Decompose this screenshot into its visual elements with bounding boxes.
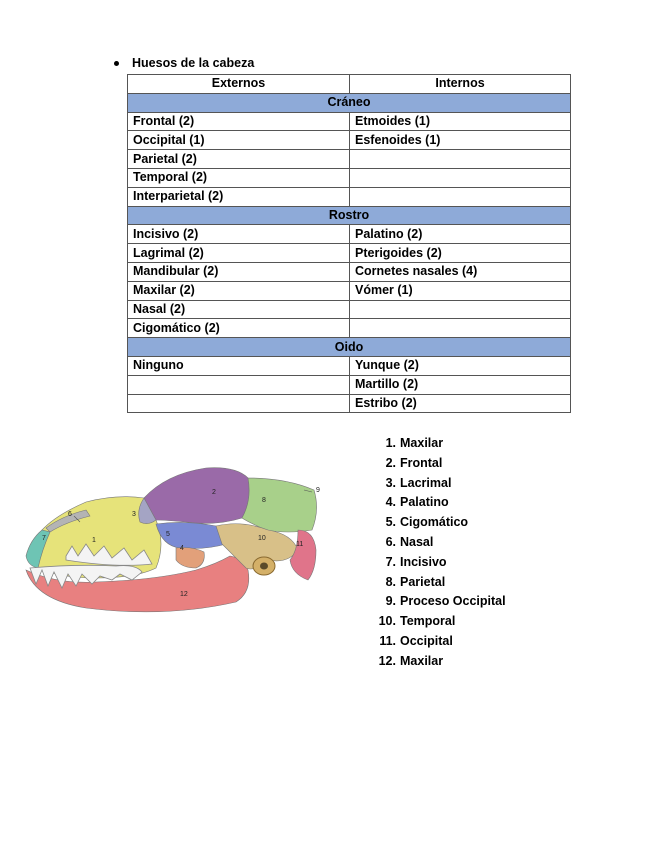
cell-interno: Etmoides (1)	[350, 112, 571, 131]
legend-label: Occipital	[400, 633, 453, 648]
table-row	[128, 244, 571, 263]
table-row	[128, 187, 571, 206]
legend-item	[374, 513, 506, 533]
cell-interno: Vómer (1)	[350, 281, 571, 300]
cell-externo: Parietal (2)	[128, 150, 350, 169]
skull-label-10: 10	[258, 535, 266, 542]
cell-externo: Interparietal (2)	[128, 187, 350, 206]
cell-externo: Cigomático (2)	[128, 319, 350, 338]
header-internos: Internos	[350, 75, 571, 94]
legend-label: Frontal	[400, 455, 443, 470]
cell-interno	[350, 168, 571, 187]
cell-interno: Martillo (2)	[350, 375, 571, 394]
skull-label-11: 11	[296, 541, 304, 548]
table-row	[128, 262, 571, 281]
legend-number: 5.	[385, 515, 396, 530]
frontal-shape	[144, 468, 249, 524]
legend-item	[374, 434, 506, 454]
legend-label: Nasal	[400, 534, 434, 549]
legend-label: Palatino	[400, 495, 449, 510]
legend-label: Parietal	[400, 574, 446, 589]
occipital-shape	[290, 530, 316, 580]
table-row	[128, 356, 571, 375]
cell-externo: Mandibular (2)	[128, 262, 350, 281]
table-row	[128, 150, 571, 169]
legend-label: Cigomático	[400, 515, 469, 530]
legend-item	[374, 474, 506, 494]
table-header-row	[128, 75, 571, 94]
legend-label: Incisivo	[400, 554, 447, 569]
cell-externo: Ninguno	[128, 356, 350, 375]
legend-number: 1.	[385, 436, 396, 450]
cell-interno: Palatino (2)	[350, 225, 571, 244]
cell-externo: Nasal (2)	[128, 300, 350, 319]
skull-label-2: 2	[212, 489, 216, 496]
legend-label: Maxilar	[400, 436, 444, 450]
table-row	[128, 131, 571, 150]
skull-diagram	[16, 460, 336, 620]
cell-externo: Lagrimal (2)	[128, 244, 350, 263]
table-row	[128, 300, 571, 319]
cell-interno	[350, 150, 571, 169]
legend-item	[374, 533, 506, 553]
skull-label-9: 9	[316, 487, 320, 494]
section-title: Rostro	[128, 206, 571, 225]
cell-interno: Estribo (2)	[350, 394, 571, 413]
cell-interno: Cornetes nasales (4)	[350, 262, 571, 281]
section-row	[128, 93, 571, 112]
skull-label-3: 3	[132, 511, 136, 518]
cell-externo: Maxilar (2)	[128, 281, 350, 300]
table-row	[128, 394, 571, 413]
legend-item	[374, 612, 506, 632]
table-row	[128, 112, 571, 131]
legend-number: 4.	[385, 495, 396, 510]
skull-label-5: 5	[166, 531, 170, 538]
cell-interno	[350, 319, 571, 338]
ear-canal-shape	[260, 563, 268, 570]
legend-item	[374, 454, 506, 474]
legend-number: 10.	[378, 614, 396, 629]
legend-label: Maxilar	[400, 653, 444, 668]
legend-item	[374, 592, 506, 612]
legend-item	[374, 632, 506, 652]
legend-number: 11.	[379, 633, 396, 648]
legend-number: 2.	[385, 455, 396, 470]
cell-interno	[350, 300, 571, 319]
cell-externo: Incisivo (2)	[128, 225, 350, 244]
legend-number: 8.	[385, 574, 396, 589]
section-row	[128, 338, 571, 357]
table-row	[128, 375, 571, 394]
legend-label: Temporal	[400, 614, 456, 629]
cell-externo	[128, 394, 350, 413]
legend-number: 12.	[378, 653, 396, 668]
skull-label-4: 4	[180, 545, 184, 552]
legend-number: 9.	[385, 594, 396, 609]
legend-number: 7.	[385, 554, 396, 569]
parietal-shape	[242, 478, 317, 532]
table-body	[128, 93, 571, 413]
legend-number: 3.	[385, 475, 396, 490]
bones-table	[127, 74, 571, 413]
legend-label: Proceso Occipital	[400, 594, 506, 609]
table-row	[128, 319, 571, 338]
header-externos: Externos	[128, 75, 350, 94]
table-row	[128, 225, 571, 244]
cell-externo	[128, 375, 350, 394]
legend-number: 6.	[385, 534, 396, 549]
section-row	[128, 206, 571, 225]
legend-item	[374, 493, 506, 513]
cell-externo: Frontal (2)	[128, 112, 350, 131]
skull-label-8: 8	[262, 497, 266, 504]
cell-interno: Pterigoides (2)	[350, 244, 571, 263]
section-heading	[114, 56, 254, 70]
cell-externo: Occipital (1)	[128, 131, 350, 150]
legend-item	[374, 652, 506, 672]
cell-interno: Yunque (2)	[350, 356, 571, 375]
section-title: Cráneo	[128, 93, 571, 112]
skull-label-7: 7	[42, 535, 46, 542]
cell-interno	[350, 187, 571, 206]
skull-legend	[374, 434, 506, 672]
skull-label-6: 6	[68, 511, 72, 518]
cell-interno: Esfenoides (1)	[350, 131, 571, 150]
skull-label-1: 1	[92, 537, 96, 544]
legend-label: Lacrimal	[400, 475, 452, 490]
section-title: Oido	[128, 338, 571, 357]
table-row	[128, 168, 571, 187]
skull-label-12: 12	[180, 591, 188, 598]
table-row	[128, 281, 571, 300]
heading-text: Huesos de la cabeza	[132, 56, 255, 70]
bullet-icon	[114, 61, 119, 66]
cell-externo: Temporal (2)	[128, 168, 350, 187]
legend-item	[374, 553, 506, 573]
legend-item	[374, 573, 506, 593]
